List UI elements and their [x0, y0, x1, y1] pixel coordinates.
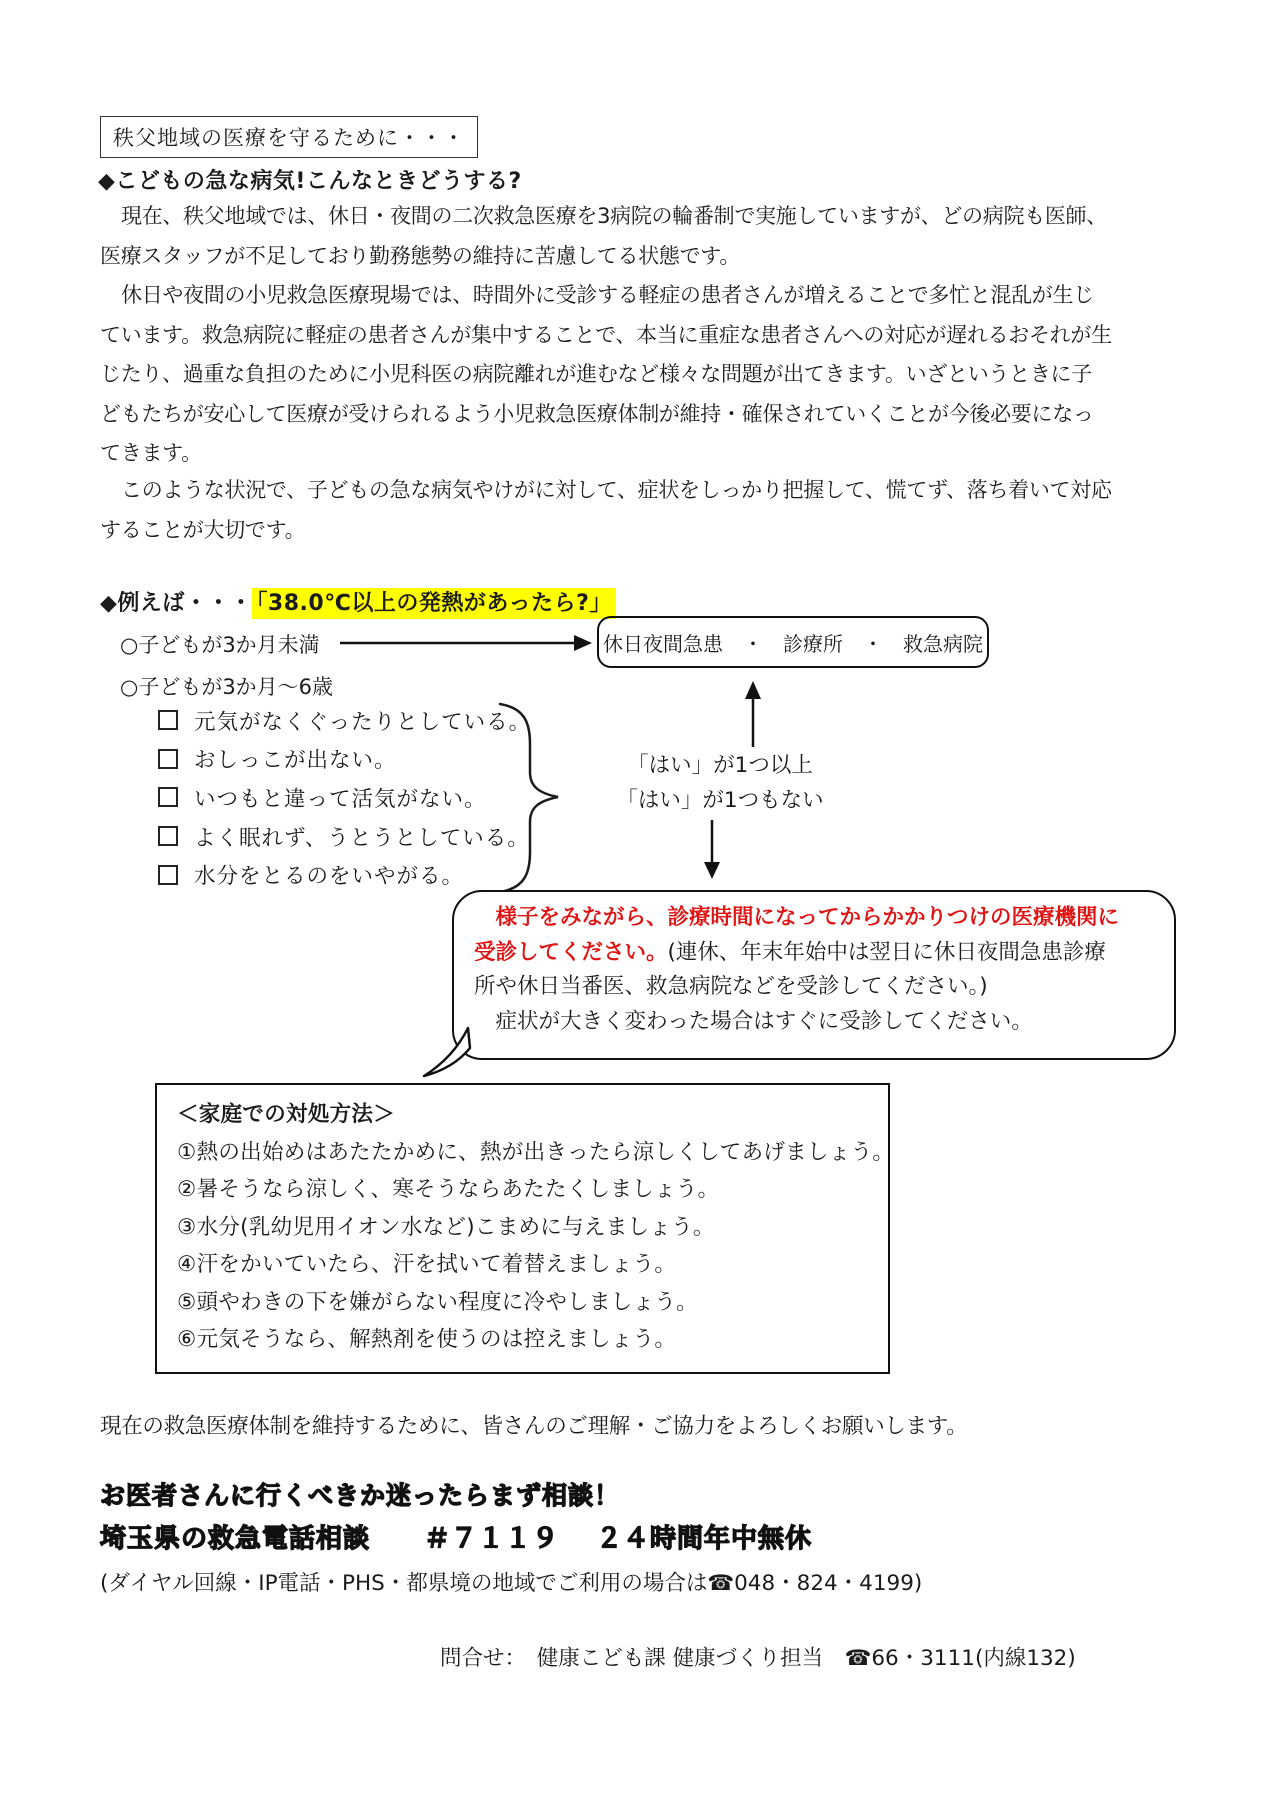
- checklist-item-label: 元気がなくぐったりとしている。: [194, 709, 532, 735]
- section-heading: ◆こどもの急な病気!こんなときどうする?: [98, 169, 522, 194]
- checklist-item: [158, 817, 531, 856]
- paragraph-current-state: 現在、秩父地域では、休日・夜間の二次救急医療を3病院の輪番制で実施していますが、どの病院も医師、医療スタッフが不足しており勤務態勢の維持に苦慮してる状態です。: [100, 204, 1107, 268]
- checkbox-icon: [158, 787, 178, 807]
- checklist-item: [158, 701, 531, 740]
- branch-yes-none: 「はい」が1つもない: [616, 788, 824, 813]
- branch-yes-one-or-more: 「はい」が1つ以上: [627, 753, 813, 778]
- arrow-down-icon: [700, 820, 724, 880]
- consult-note: (ダイヤル回線・IP電話・PHS・都県境の地域でご利用の場合は☎048・824・4199): [100, 1571, 923, 1596]
- arrow-up-icon: [741, 681, 765, 749]
- checkbox-icon: [158, 865, 178, 885]
- contact-info: 問合せ： 健康こども課 健康づくり担当 ☎66・3111(内線132): [440, 1646, 1076, 1671]
- checkbox-icon: [158, 826, 178, 846]
- curly-brace-icon: [494, 700, 564, 895]
- branch-labels: [588, 748, 852, 818]
- home-care-item: ⑥元気そうなら、解熱剤を使うのは控えましょう。: [177, 1327, 677, 1352]
- bubble-line: [474, 901, 1154, 936]
- example-heading: [100, 586, 616, 617]
- checklist-item: [158, 855, 531, 894]
- example-highlighted-text: 「38.0℃以上の発熱があったら?」: [252, 588, 615, 619]
- checklist-item: [158, 740, 531, 779]
- home-care-title: ＜家庭での対処方法＞: [177, 1102, 396, 1127]
- example-prefix: ◆例えば・・・: [100, 591, 253, 616]
- arrow-right-icon: [338, 631, 594, 655]
- advice-speech-bubble: [452, 890, 1176, 1060]
- checkbox-icon: [158, 749, 178, 769]
- checklist-item-label: いつもと違って活気がない。: [194, 786, 487, 812]
- home-care-item: ④汗をかいていたら、汗を拭いて着替えましょう。: [177, 1252, 677, 1277]
- checklist-item-label: おしっこが出ない。: [194, 748, 397, 774]
- symptom-checklist: [158, 701, 531, 894]
- destination-box: 休日夜間急患 ・ 診療所 ・ 救急病院: [597, 616, 989, 668]
- case-3months-6years: ○子どもが3か月〜6歳: [120, 675, 334, 699]
- home-care-box: [155, 1083, 895, 1374]
- home-care-item: ⑤頭やわきの下を嫌がらない程度に冷やしましょう。: [177, 1289, 698, 1315]
- bubble-black-text: (連休、年末年始中は翌日に休日夜間急患診療: [667, 939, 1106, 965]
- bubble-line: 所や休日当番医、救急病院などを受診してください。): [474, 974, 988, 999]
- checkbox-icon: [158, 710, 178, 730]
- checklist-item: [158, 778, 531, 817]
- paragraph-advice: このような状況で、子どもの急な病気やけがに対して、症状をしっかり把握して、慌てず、落ち着いて対応することが大切です。: [100, 478, 1112, 542]
- home-care-item: ③水分(乳幼児用イオン水など)こまめに与えましょう。: [177, 1214, 715, 1240]
- bubble-red-text: 受診してください。: [474, 939, 668, 965]
- home-care-item: ①熱の出始めはあたたかめに、熱が出きったら涼しくしてあげましょう。: [177, 1139, 895, 1165]
- consult-heading: お医者さんに行くべきか迷ったらまず相談！: [100, 1481, 621, 1510]
- cooperation-request: 現在の救急医療体制を維持するために、皆さんのご理解・ご協力をよろしくお願いします。: [100, 1414, 968, 1439]
- case-under-3months: ○子どもが3か月未満: [120, 633, 320, 657]
- bubble-red-text: 様子をみながら、診療時間になってからかかりつけの医療機関に: [474, 905, 1120, 930]
- home-care-item: ②暑そうなら涼しく、寒そうならあたたくしましょう。: [177, 1177, 720, 1202]
- bubble-line: 症状が大きく変わった場合はすぐに受診してください。: [474, 1008, 1033, 1034]
- checklist-item-label: 水分をとるのをいやがる。: [194, 864, 465, 890]
- speech-bubble-tail: [421, 1026, 473, 1078]
- bubble-line: [474, 936, 1154, 971]
- consult-phone-line: 埼玉県の救急電話相談 ＃７１１９ ２４時間年中無休: [100, 1524, 813, 1554]
- checklist-item-label: よく眠れず、うとうとしている。: [194, 825, 530, 851]
- banner-title-box: 秩父地域の医療を守るために・・・: [100, 116, 478, 158]
- paragraph-problem: 休日や夜間の小児救急医療現場では、時間外に受診する軽症の患者さんが増えることで多忙と混乱が生じています。救急病院に軽症の患者さんが集中することで、本当に重症な患者さんへの対応が遅れるおそれが生じたり、過重な負担のために小児科医の病院離れが進むなど様々な問題が出てきます。いざというときに子どもたちが安心して医療が受けられるよう小児救急医療体制が維持・確保されていくことが今後必要になってきます。: [100, 283, 1112, 465]
